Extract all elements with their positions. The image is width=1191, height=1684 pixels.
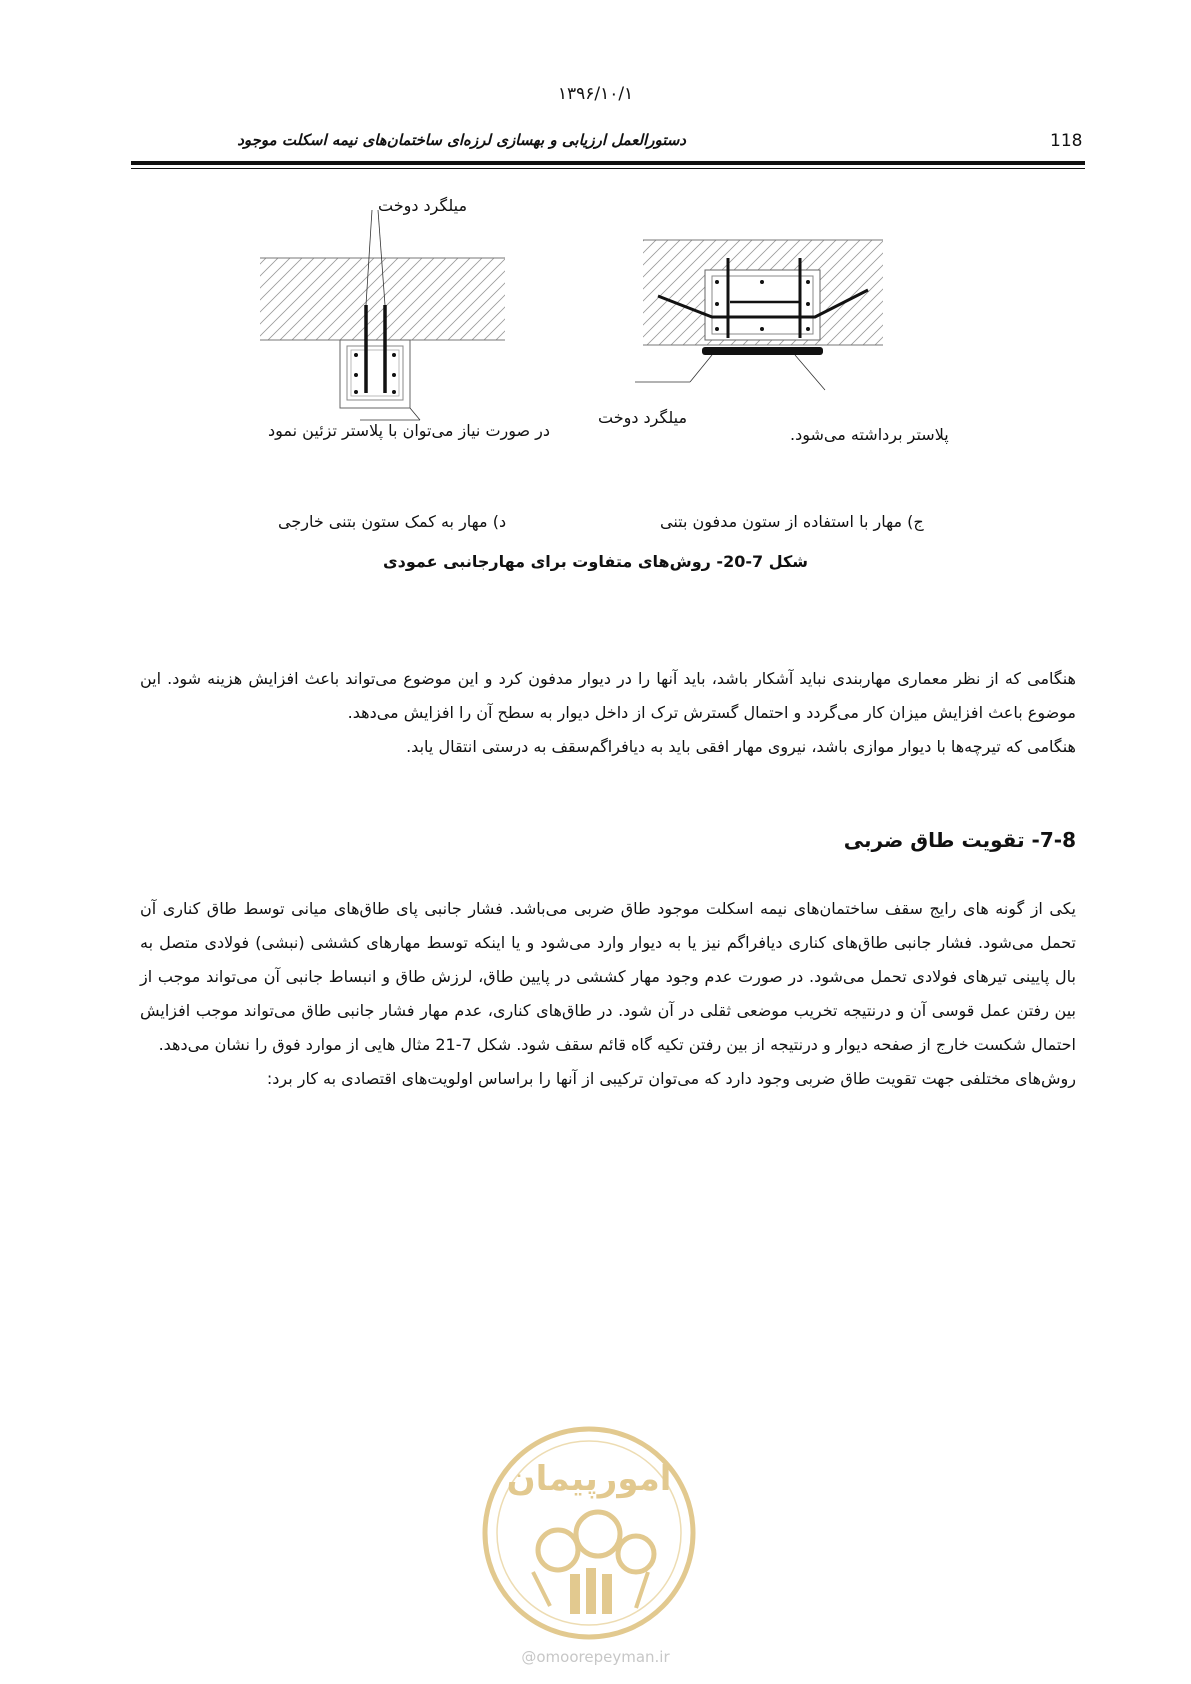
gear-icon <box>576 1512 620 1556</box>
paragraph: هنگامی که از نظر معماری مهاربندی نباید آشکار باشد، باید آنها را در دیوار مدفون کرد و این موضوع می‌تواند باعث افزایش هزینه شود. این موضوع باعث افزایش میزان کار می‌گردد و احتمال گسترش ترک از داخل دیوار به سطح آن را افزایش می‌دهد. <box>140 669 1076 722</box>
left-label-rebar: میلگرد دوخت <box>378 196 468 215</box>
right-plaster-layer <box>702 347 823 355</box>
paragraph-block-1 <box>140 662 1076 764</box>
paragraph: روش‌های مختلفی جهت تقویت طاق ضربی وجود دارد که می‌توان ترکیبی از آنها را براساس اولویت‌های اقتصادی به کار برد: <box>266 1069 1076 1088</box>
right-panel-drawing <box>635 240 883 390</box>
paragraph: هنگامی که تیرچه‌ها با دیوار موازی باشد، نیروی مهار افقی باید به دیافراگم‌سقف به درستی انتقال یابد. <box>406 737 1076 756</box>
left-panel-drawing <box>260 210 505 420</box>
figure-caption: شکل 7-20- روش‌های متفاوت برای مهارجانبی عمودی <box>382 552 809 571</box>
right-label-plaster: پلاستر برداشته می‌شود. <box>790 425 949 444</box>
gear-icon <box>538 1530 578 1570</box>
watermark-site: @omoorepeyman.ir <box>521 1648 670 1666</box>
header-rule-thick <box>131 161 1085 165</box>
left-label-plaster: در صورت نیاز می‌توان با پلاستر تزئین نمود <box>268 421 551 440</box>
paragraph: یکی از گونه های رایج سقف ساختمان‌های نیمه اسکلت موجود طاق ضربی می‌باشد. فشار جانبی پای طاق‌های میانی توسط طاق کناری آن تحمل می‌شود. فشار جانبی طاق‌های کناری دیافراگم نیز یا به دیوار وارد می‌شود و یا اینکه توسط مهارهای کششی (نبشی) فولادی متصل به بال پایینی تیرهای فولادی تحمل می‌شود. در صورت عدم وجود مهار کششی در پایین طاق، لرزش طاق و انبساط جانبی آن می‌تواند موجب از بین رفتن عمل قوسی آن و درنتیجه تخریب موضعی ثقلی در آن شود. در طاق‌های کناری، عدم مهار فشار جانبی طاق می‌تواند موجب افزایش احتمال شکست خارج از صفحه دیوار و درنتیجه از بین رفتن تکیه گاه قائم سقف شود. شکل 7-21 مثال هایی از موارد فوق را نشان می‌دهد. <box>140 899 1076 1054</box>
watermark-logo-text: امورپیمان <box>506 1459 672 1499</box>
header-date: ۱۳۹۶/۱۰/۱ <box>557 84 634 104</box>
left-panel-caption: د) مهار به کمک ستون بتنی خارجی <box>278 512 507 531</box>
paragraph-block-2 <box>140 892 1076 1096</box>
gear-icon <box>618 1536 654 1572</box>
header-rule-thin <box>131 168 1085 169</box>
header-title: دستورالعمل ارزیابی و بهسازی لرزه‌ای ساختمان‌های نیمه اسکلت موجود <box>237 131 686 149</box>
right-label-rebar: میلگرد دوخت <box>598 408 688 427</box>
section-heading: 7-8- تقویت طاق ضربی <box>843 828 1076 852</box>
page-number: 118 <box>1050 131 1083 151</box>
right-panel-caption: ج) مهار با استفاده از ستون مدفون بتنی <box>660 512 924 531</box>
watermark-logo <box>478 1422 700 1644</box>
